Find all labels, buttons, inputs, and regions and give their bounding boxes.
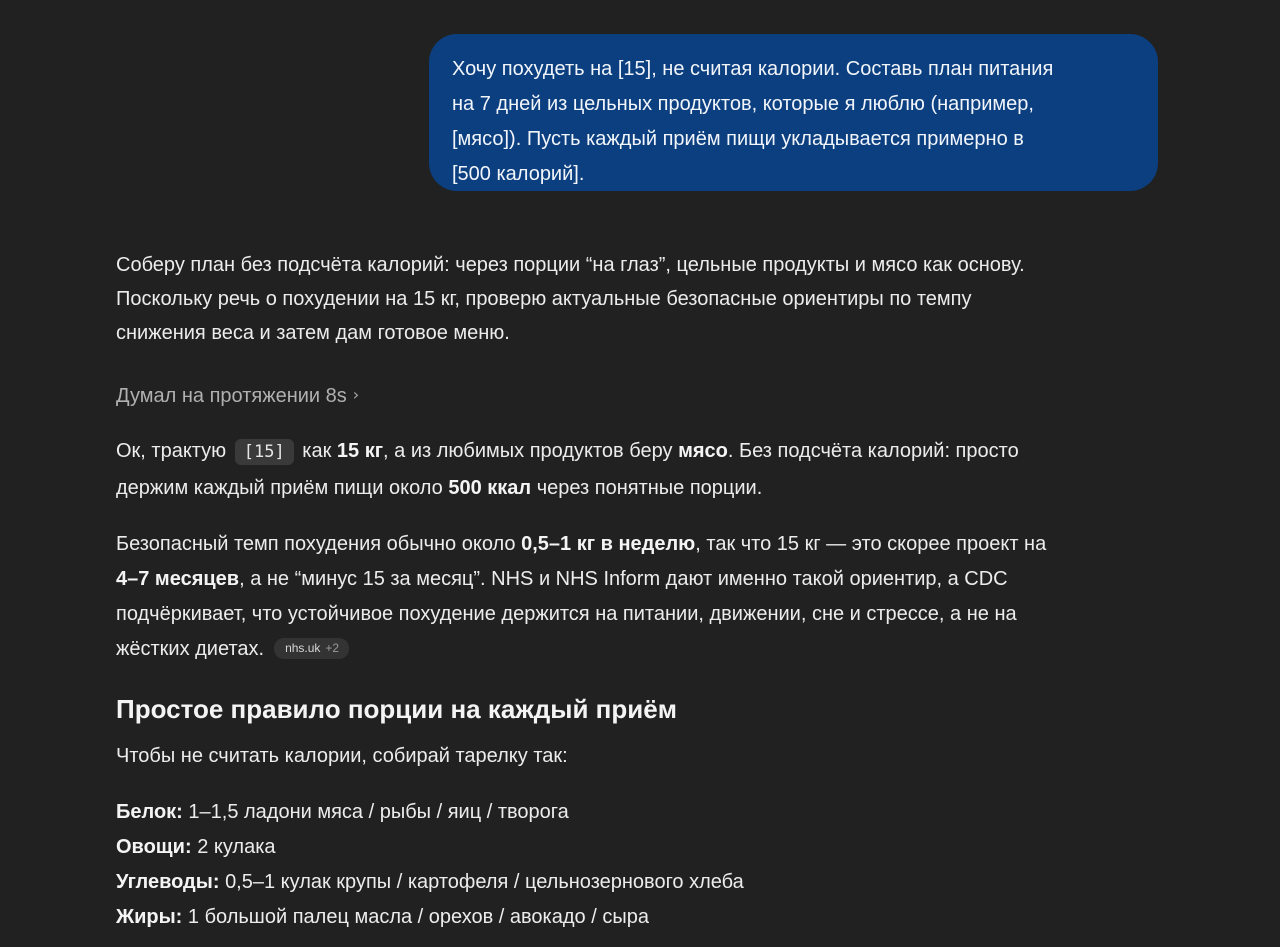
- text-segment: . Без подсчёта калорий: просто: [727, 440, 1019, 462]
- intro-line: Поскольку речь о похудении на 15 кг, проверю актуальные безопасные ориентиры по темпу: [116, 288, 972, 310]
- inline-code: [15]: [235, 439, 294, 465]
- thinking-label: Думал на протяжении 8s: [116, 385, 347, 407]
- bold-text: 15 кг: [336, 440, 384, 462]
- text-segment: Безопасный темп похудения обычно около: [116, 533, 516, 555]
- list-item: [116, 900, 744, 935]
- list-item: [116, 830, 744, 865]
- list-item-label: Жиры:: [116, 906, 183, 928]
- intro-line: Соберу план без подсчёта калорий: через порции “на глаз”, цельные продукты и мясо как основу.: [116, 254, 1025, 276]
- paragraph-line: подчёркивает, что устойчивое похудение держится на питании, движении, сне и стрессе, а не на: [116, 603, 1017, 625]
- list-item-label: Углеводы:: [116, 871, 220, 893]
- list-item: [116, 795, 744, 830]
- text-segment: , а не “минус 15 за месяц”. NHS и NHS Inform дают именно такой ориентир, а CDC: [239, 568, 1008, 590]
- list-item-text: 2 кулака: [197, 836, 276, 858]
- text-segment: держим каждый приём пищи около: [116, 477, 443, 499]
- paragraph-line: [116, 470, 1019, 506]
- source-label: nhs.uk: [285, 641, 321, 655]
- paragraph-line: [116, 562, 1046, 597]
- user-message-line: [500 калорий].: [452, 163, 585, 185]
- list-item: [116, 865, 744, 900]
- section-subtitle: Чтобы не считать калории, собирай тарелку так:: [116, 745, 568, 767]
- portion-list: [116, 795, 744, 935]
- text-segment: Ок, трактую: [116, 440, 227, 462]
- section-heading: Простое правило порции на каждый приём: [116, 694, 677, 724]
- user-message-line: [мясо]). Пусть каждый приём пищи укладывается примерно в: [452, 128, 1024, 150]
- chevron-right-icon: ›: [352, 385, 360, 404]
- list-item-label: Белок:: [116, 801, 183, 823]
- bold-text: мясо: [678, 440, 728, 462]
- text-segment: , так что 15 кг — это скорее проект на: [695, 533, 1047, 555]
- source-more-count: +2: [325, 641, 340, 655]
- text-segment: жёстких диетах.: [116, 638, 265, 660]
- paragraph-line: [116, 433, 1019, 470]
- answer-paragraph-1: [116, 433, 1019, 506]
- list-item-label: Овощи:: [116, 836, 192, 858]
- list-item-text: 1 большой палец масла / орехов / авокадо / сыра: [187, 906, 649, 928]
- paragraph-line: [116, 632, 1046, 667]
- user-message-line: Хочу похудеть на [15], не считая калории. Составь план питания: [452, 58, 1054, 80]
- list-item-text: 1–1,5 ладони мяса / рыбы / яиц / творога: [188, 801, 569, 823]
- text-segment: , а из любимых продуктов беру: [383, 440, 673, 462]
- thinking-toggle[interactable]: [116, 380, 359, 412]
- user-message-line: на 7 дней из цельных продуктов, которые я люблю (например,: [452, 93, 1034, 115]
- assistant-intro: [116, 248, 1025, 350]
- user-message-bubble: [429, 34, 1158, 191]
- answer-paragraph-2: [116, 527, 1046, 667]
- text-segment: через понятные порции.: [536, 477, 763, 499]
- bold-text: 500 ккал: [448, 477, 532, 499]
- text-segment: как: [302, 440, 332, 462]
- bold-text: 4–7 месяцев: [116, 568, 240, 590]
- source-citation-chip[interactable]: [274, 638, 349, 659]
- list-item-text: 0,5–1 кулак крупы / картофеля / цельнозернового хлеба: [225, 871, 744, 893]
- bold-text: 0,5–1 кг в неделю: [521, 533, 696, 555]
- intro-line: снижения веса и затем дам готовое меню.: [116, 322, 510, 344]
- paragraph-line: [116, 527, 1046, 562]
